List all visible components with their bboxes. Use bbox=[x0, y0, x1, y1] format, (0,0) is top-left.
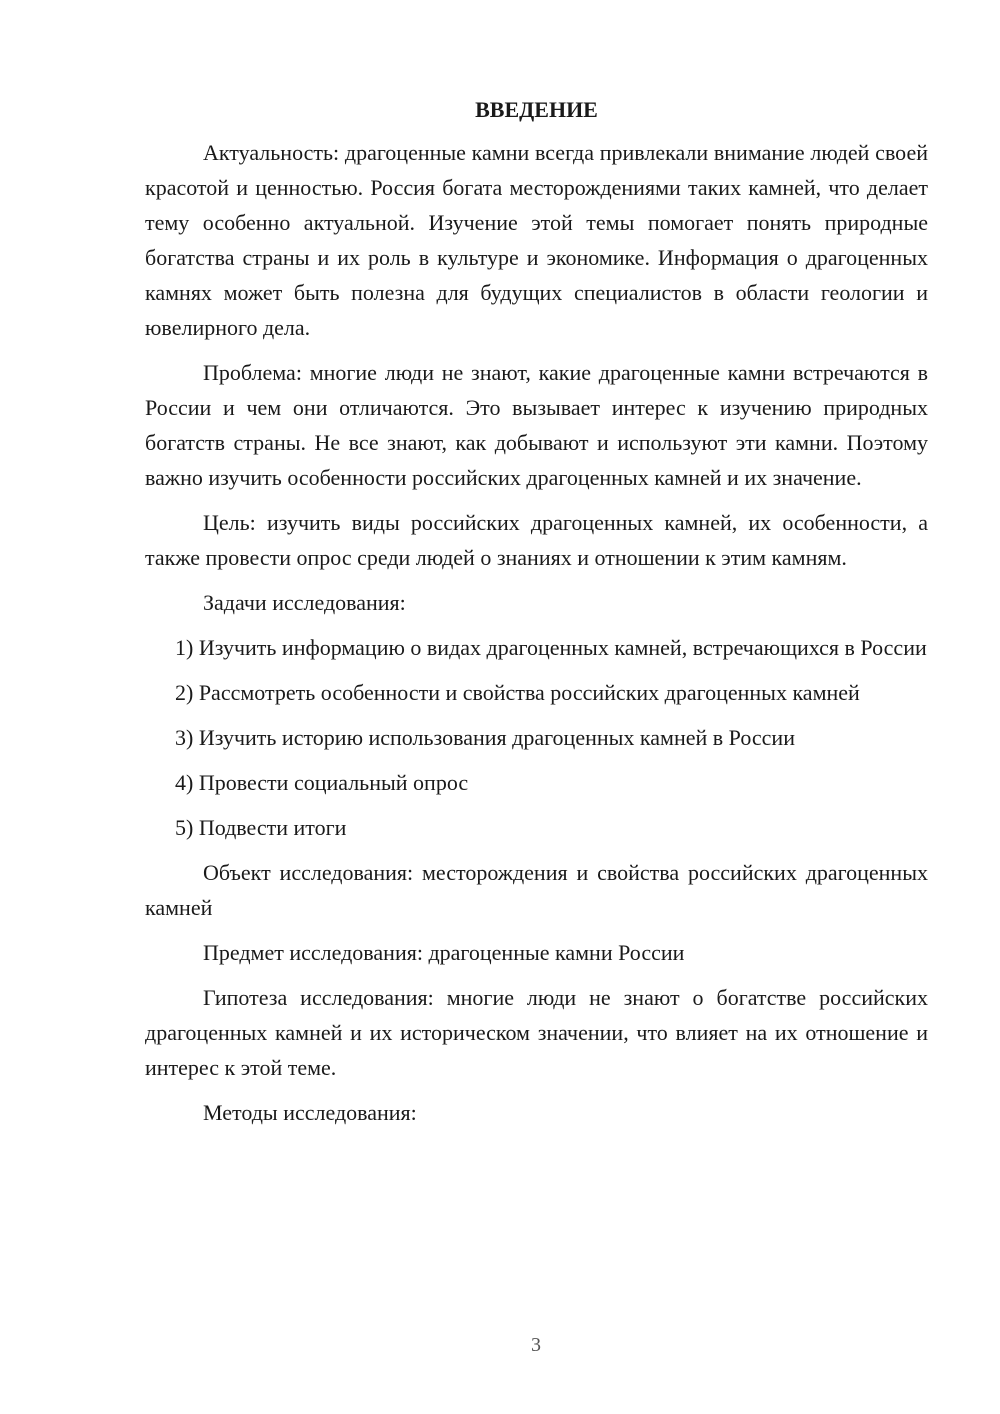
document-title: ВВЕДЕНИЕ bbox=[475, 97, 598, 122]
document-page bbox=[145, 95, 928, 1140]
hypothesis-paragraph: Гипотеза исследования: многие люди не знают о богатстве российских драгоценных камней и их историческом значении, что влияет на их отношение и интерес к этой теме. bbox=[145, 985, 928, 1080]
relevance-paragraph: Актуальность: драгоценные камни всегда привлекали внимание людей своей красотой и ценностью. Россия богата месторождениями таких камней, что делает тему особенно актуальной. Изучение этой темы помогает понять природные богатства страны и их роль в культуре и экономике. Информация о драгоценных камнях может быть полезна для будущих специалистов в области геологии и ювелирного дела. bbox=[145, 140, 928, 340]
task-item-5: 5) Подвести итоги bbox=[175, 815, 347, 840]
subject-paragraph: Предмет исследования: драгоценные камни России bbox=[203, 940, 685, 965]
task-item-4: 4) Провести социальный опрос bbox=[175, 770, 469, 795]
methods-heading: Методы исследования: bbox=[203, 1100, 417, 1125]
problem-paragraph: Проблема: многие люди не знают, какие драгоценные камни встречаются в России и чем они отличаются. Это вызывает интерес к изучению природных богатств страны. Не все знают, как добывают и используют эти камни. Поэтому важно изучить особенности российских драгоценных камней и их значение. bbox=[145, 360, 928, 490]
object-paragraph: Объект исследования: месторождения и свойства российских драгоценных камней bbox=[145, 860, 928, 920]
goal-paragraph: Цель: изучить виды российских драгоценных камней, их особенности, а также провести опрос среди людей о знаниях и отношении к этим камням. bbox=[145, 510, 928, 570]
task-item-2: 2) Рассмотреть особенности и свойства российских драгоценных камней bbox=[175, 680, 860, 705]
task-item-3: 3) Изучить историю использования драгоценных камней в России bbox=[175, 725, 795, 750]
tasks-heading: Задачи исследования: bbox=[203, 590, 406, 615]
page-number: 3 bbox=[531, 1334, 541, 1356]
task-item-1: 1) Изучить информацию о видах драгоценных камней, встречающихся в России bbox=[175, 635, 927, 660]
